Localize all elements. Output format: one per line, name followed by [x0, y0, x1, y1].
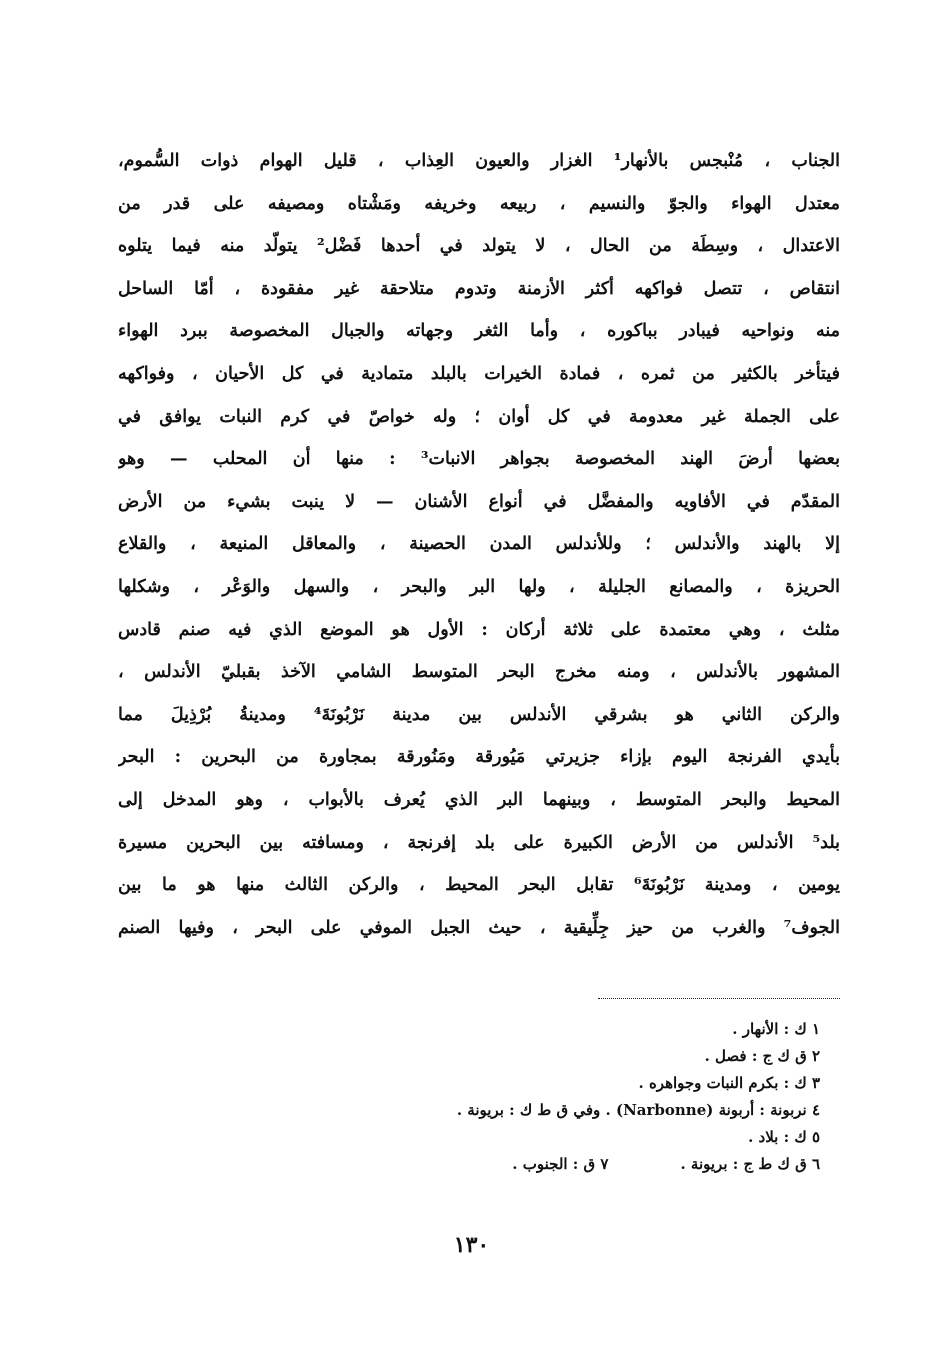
text-line: بعضها أرضَ الهند المخصوصة بجواهر الانبات³ : منها أن المحلب — وهو — [118, 449, 840, 470]
footnote-6: ٦ ق ك ط ج : بريونة . — [680, 1155, 820, 1173]
text-line: الحريزة ، والمصانع الجليلة ، ولها البر والبحر ، والسهل والوَعْر ، وشكلها — [118, 576, 840, 597]
page-number: ١٣٠ — [453, 1232, 490, 1258]
footnote-separator — [598, 998, 840, 999]
text-line: المحيط والبحر المتوسط ، وبينهما البر الذي يُعرف بالأبواب ، وهو المدخل إلى — [118, 789, 840, 810]
text-line: الجناب ، مُنْبجس بالأنهار¹ الغزار والعيون العِذاب ، قليل الهوام ذوات السُّموم، — [118, 151, 840, 171]
footnotes-block — [300, 1016, 820, 1178]
text-line: الجوف⁷ والغرب من حيز جِلِّيقية ، حيث الجبل الموفي على البحر ، وفيها الصنم — [118, 917, 840, 938]
footnote-3: ٣ ك : بكرم النبات وجواهره . — [638, 1074, 820, 1092]
footnote-1: ١ ك : الأنهار . — [732, 1020, 820, 1038]
footnote-row-6-7 — [300, 1151, 820, 1178]
text-line: بأيدي الفرنجة اليوم بإزاء جزيرتي مَيُورقة ومَنُورقة بمجاورة من البحرين : البحر — [118, 747, 840, 768]
text-line: معتدل الهواء والجوّ والنسيم ، ربيعه وخريفه ومَشْتاه ومصيفه على قدر من — [118, 193, 840, 214]
text-line: مثلث ، وهي معتمدة على ثلاثة أركان : الأول هو الموضع الذي فيه صنم قادس — [118, 619, 840, 640]
text-line: إلا بالهند والأندلس ؛ وللأندلس المدن الحصينة ، والمعاقل المنيعة ، والقلاع — [118, 534, 840, 555]
text-line: منه ونواحيه فيبادر بباكوره ، وأما الثغر وجهاته والجبال المخصوصة ببرد الهواء — [118, 321, 840, 342]
footnote-7: ٧ ق : الجنوب . — [512, 1155, 609, 1173]
text-line: انتقاص ، تتصل فواكهه أكثر الأزمنة وتدوم متلاحقة غير مفقودة ، أمّا الساحل — [118, 278, 840, 299]
text-line: على الجملة غير معدومة في كل أوان ؛ وله خواصّ في كرم النبات يوافق في — [118, 406, 840, 427]
text-line: الاعتدال ، وسِطَة من الحال ، لا يتولد في أحدها فَضْل² يتولّد منه فيما يتلوه — [118, 236, 840, 257]
text-line: والركن الثاني هو بشرقي الأندلس بين مدينة نَرْبُونَةَ⁴ ومدينةُ بُرْذِيلَ مما — [118, 704, 840, 725]
footnote-4: ٤ نربونة : أربونة (Narbonne) . وفي ق ط ك : بريونة . — [456, 1101, 820, 1119]
footnote-5: ٥ ك : بلاد . — [748, 1128, 820, 1146]
text-line: بلد⁵ الأندلس من الأرض الكبيرة على بلد إفرنجة ، ومسافته بين البحرين مسيرة — [118, 832, 840, 853]
text-line: المشهور بالأندلس ، ومنه مخرج البحر المتوسط الشامي الآخذ بقبليّ الأندلس ، — [118, 662, 840, 683]
text-line: فيتأخر بالكثير من ثمره ، فمادة الخيرات بالبلد متمادية في كل الأحيان ، وفواكهه — [118, 363, 840, 384]
footnote-2: ٢ ق ك ج : فصل . — [704, 1047, 820, 1065]
text-line: يومين ، ومدينة نَرْبُونَةَ⁶ تقابل البحر المحيط ، والركن الثالث منها هو ما بين — [118, 875, 840, 896]
text-line: المقدّم في الأفاويه والمفضَّل في أنواع الأشنان — لا ينبت بشيء من الأرض — [118, 491, 840, 512]
main-text-block — [118, 140, 840, 949]
